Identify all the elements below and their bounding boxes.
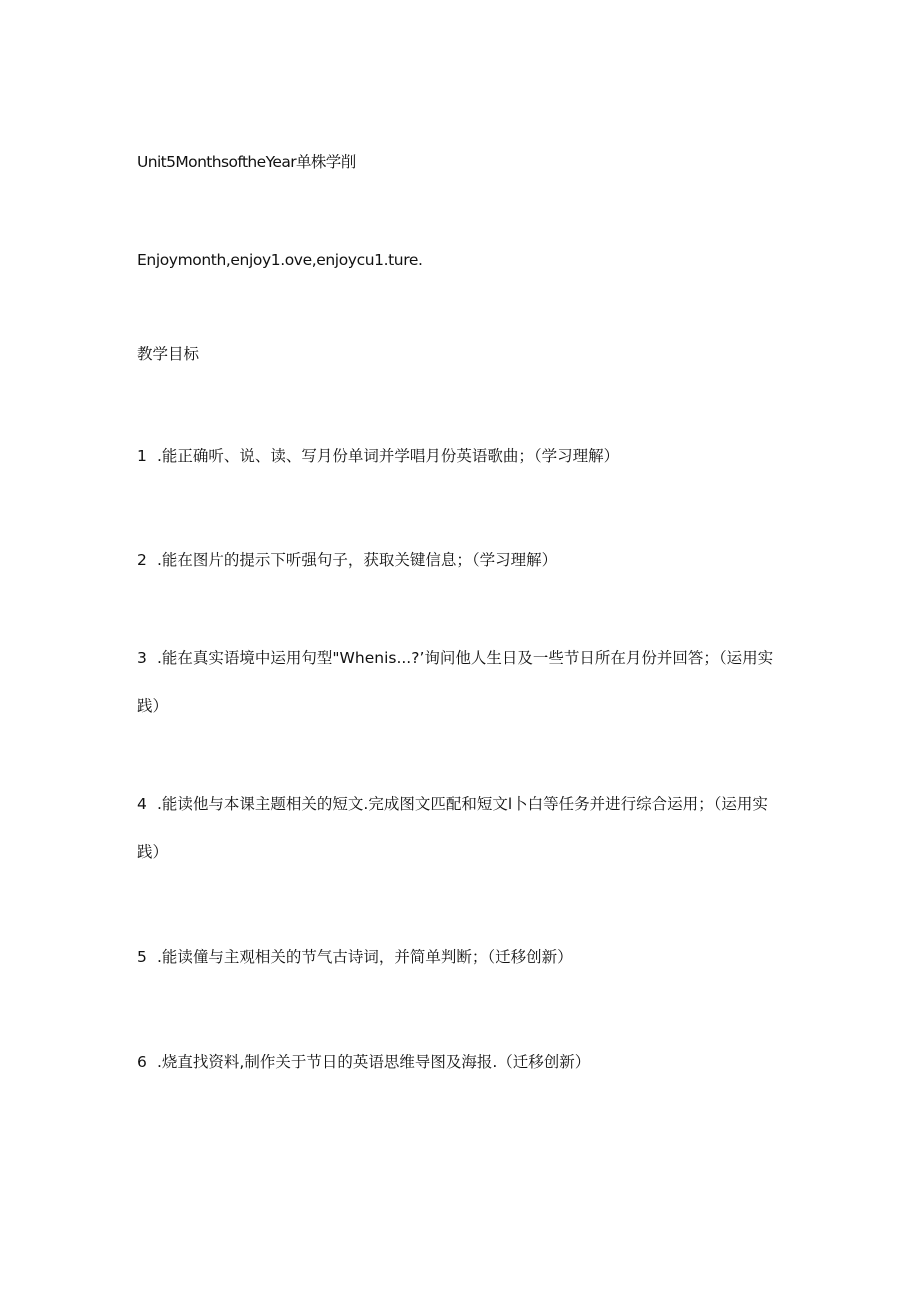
goal-number: 3	[137, 649, 147, 667]
goal-text: .能正确听、说、读、写月份单词并学唱月份英语歌曲；（学习理解）	[157, 447, 620, 465]
goal-item	[137, 550, 787, 570]
goal-text-continuation: 践）	[137, 697, 169, 715]
goal-number: 6	[137, 1053, 147, 1071]
goal-number: 1	[137, 447, 147, 465]
goal-number: 2	[137, 551, 147, 569]
goal-number: 5	[137, 948, 147, 966]
goal-text: .烧直找资料,制作关于节日的英语思维导图及海报.（迁移创新）	[157, 1053, 591, 1071]
goal-number: 4	[137, 795, 147, 813]
goal-item	[137, 947, 787, 967]
goal-text: .能在真实语境中运用句型"Whenis...?’询问他人生日及一些节日所在月份并回答；（运用实	[157, 649, 774, 667]
goal-item	[137, 648, 787, 715]
goal-text: .能读僮与主观相关的节气古诗词，并简单判断；（迁移创新）	[157, 948, 573, 966]
document-subtitle: Enjoymonth,enjoy1.ove,enjoycu1.ture.	[137, 251, 423, 269]
goal-item	[137, 446, 787, 466]
document-title: Unit5MonthsoftheYear单株学削	[137, 153, 356, 171]
goals-heading: 教学目标	[137, 345, 200, 363]
goal-item	[137, 794, 787, 861]
goal-item	[137, 1052, 787, 1072]
goal-text: .能读他与本课主题相关的短文.完成图文匹配和短文l卜白等任务并进行综合运用；（运用实	[157, 795, 768, 813]
goal-text-continuation: 践）	[137, 843, 169, 861]
goal-text: .能在图片的提示下听强句子，获取关键信息；（学习理解）	[157, 551, 558, 569]
